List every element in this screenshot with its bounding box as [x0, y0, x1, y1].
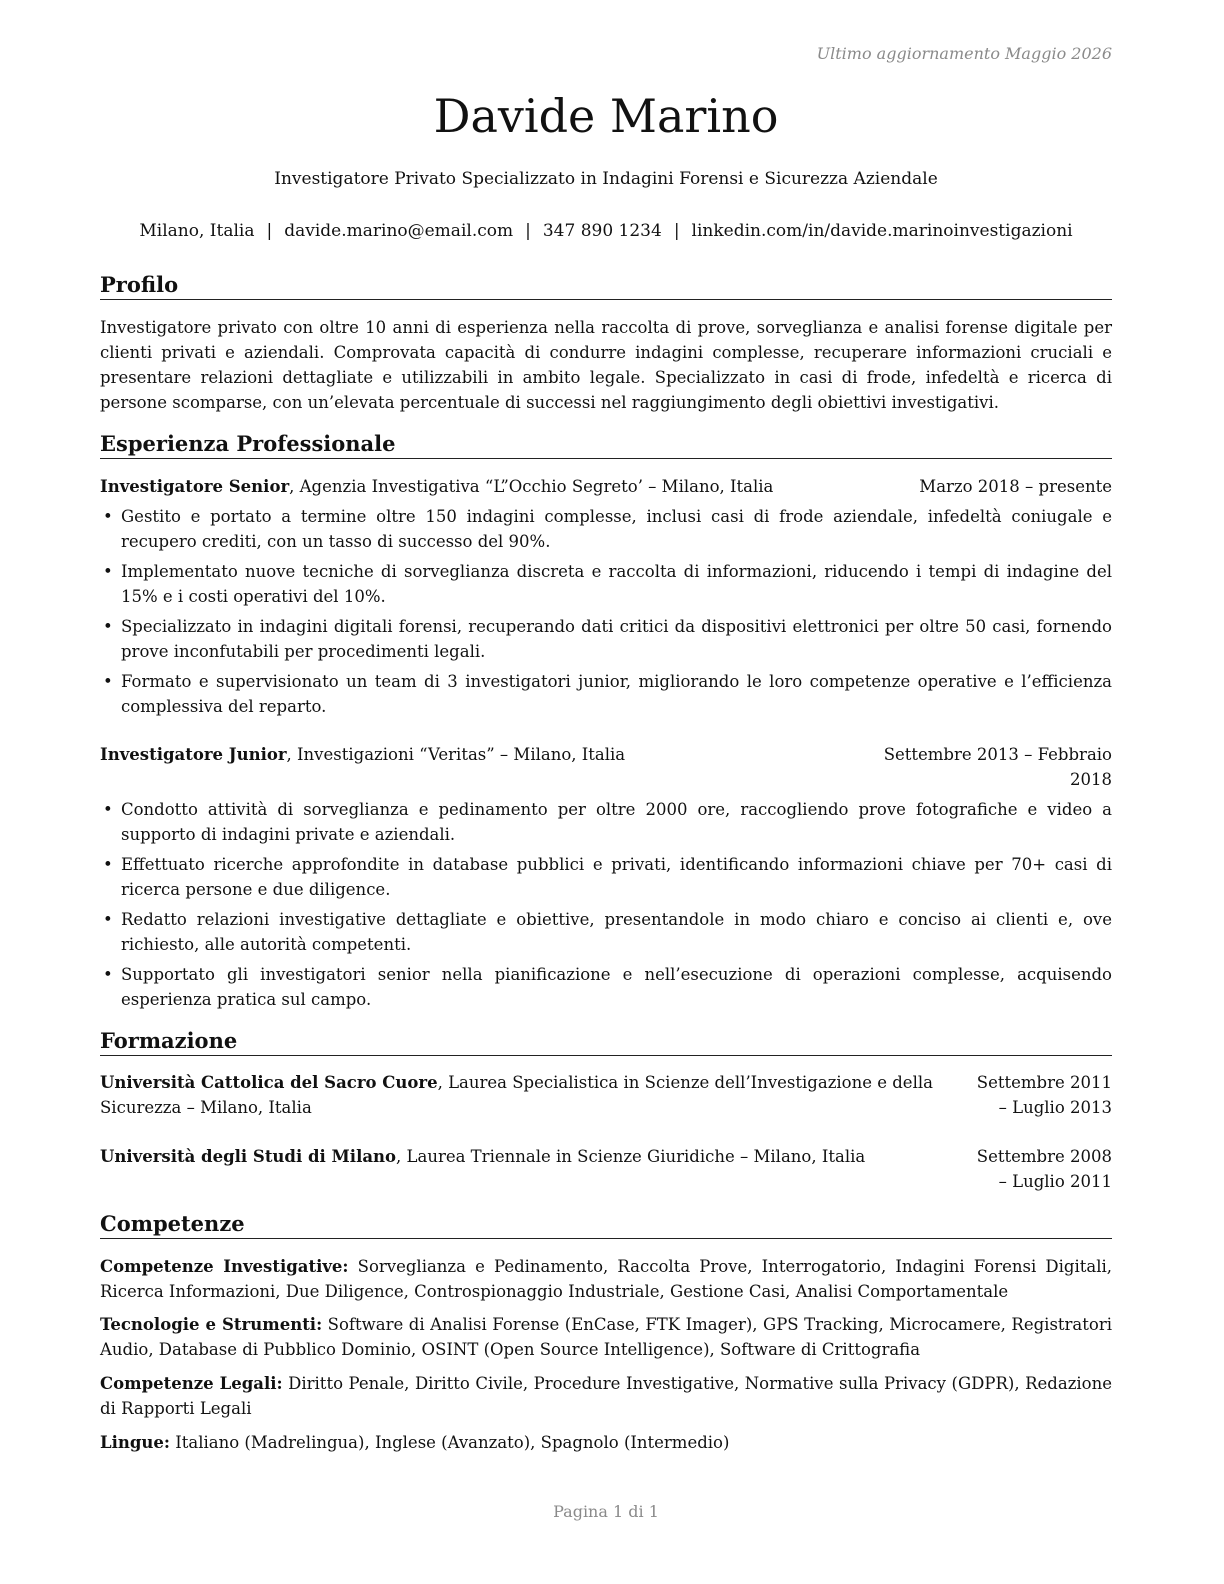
skill-label: Lingue: [100, 1433, 170, 1452]
job-bullets [100, 797, 1112, 1017]
skill-group [100, 1430, 1112, 1455]
contact-separator: | [266, 221, 273, 241]
list-item: • Condotto attività di sorveglianza e pedinamento per oltre 2000 ore, raccogliendo prove fotografiche e video a supporto di indagini private e aziendali. [100, 797, 1112, 847]
job-bullets [100, 504, 1112, 724]
skill-label: Tecnologie e Strumenti: [100, 1315, 323, 1334]
candidate-subtitle: Investigatore Privato Specializzato in Indagini Forensi e Sicurezza Aziendale [274, 169, 938, 189]
skill-group [100, 1254, 1112, 1304]
section-title-experience: Esperienza Professionale [100, 430, 1112, 459]
skill-label: Competenze Investigative: [100, 1257, 349, 1276]
last-updated: Ultimo aggiornamento Maggio 2026 [816, 44, 1112, 63]
contact-separator: | [525, 221, 531, 241]
section-title-skills: Competenze [100, 1210, 1112, 1239]
resume-page [100, 0, 1112, 1584]
contact-line [80, 219, 1132, 243]
education-degree: , Laurea Specialistica in Scienze dell’Investigazione e della Sicurezza – Milano, Italia [100, 1073, 933, 1117]
job-header [100, 474, 1112, 499]
education-degree: , Laurea Triennale in Scienze Giuridiche – Milano, Italia [396, 1147, 866, 1166]
list-item: • Supportato gli investigatori senior nella pianificazione e nell’esecuzione di operazioni complesse, acquisendo esperienza pratica sul campo. [100, 962, 1112, 1012]
job-company: , Agenzia Investigativa “L”Occhio Segreto’ – Milano, Italia [289, 477, 774, 496]
education-dates: Settembre 2008 – Luglio 2011 [976, 1147, 1112, 1191]
contact-phone: 347 890 1234 [542, 221, 662, 241]
skill-text: Software di Analisi Forense (EnCase, FTK Imager), GPS Tracking, Microcamere, Registratori Audio, Database di Pubblico Dominio, OSINT (Open Source Intelligence), Software di Crittografia [100, 1315, 1112, 1359]
candidate-name: Davide Marino [433, 89, 779, 143]
list-item: • Implementato nuove tecniche di sorveglianza discreta e raccolta di informazioni, riducendo i tempi di indagine del 15% e i costi operativi del 10%. [100, 559, 1112, 609]
contact-separator: | [673, 221, 680, 241]
education-school: Università Cattolica del Sacro Cuore [100, 1073, 438, 1092]
list-item: • Redatto relazioni investigative dettagliate e obiettive, presentandole in modo chiaro e conciso ai clienti e, ove richiesto, alle autorità competenti. [100, 907, 1112, 957]
education-dates: Settembre 2011 – Luglio 2013 [976, 1073, 1112, 1117]
list-item: • Formato e supervisionato un team di 3 investigatori junior, migliorando le loro competenze operative e l’efficienza complessiva del reparto. [100, 669, 1112, 719]
skill-label: Competenze Legali: [100, 1374, 283, 1393]
contact-linkedin[interactable]: linkedin.com/in/davide.marinoinvestigazioni [691, 221, 1073, 241]
education-item [100, 1144, 1112, 1191]
job-header [100, 742, 1112, 789]
skill-group [100, 1312, 1112, 1362]
profile-text: Investigatore privato con oltre 10 anni di esperienza nella raccolta di prove, sorveglianza e analisi forense digitale per clienti privati e aziendali. Comprovata capacità di condurre indagini complesse, recuperare informazioni cruciali e presentare relazioni dettagliate e utilizzabili in ambito legale. Specializzato in casi di frode, infedeltà e ricerca di persone scomparse, con un’elevata percentuale di successi nel raggiungimento degli obiettivi investigativi. [100, 318, 1112, 412]
job-role: Investigatore Junior [100, 745, 287, 764]
skill-group [100, 1371, 1112, 1421]
list-item: • Gestito e portato a termine oltre 150 indagini complesse, inclusi casi di frode aziendale, infedeltà coniugale e recupero crediti, con un tasso di successo del 90%. [100, 504, 1112, 554]
education-item [100, 1070, 1112, 1120]
job-company: , Investigazioni “Veritas” – Milano, Italia [286, 745, 626, 764]
page-number: Pagina 1 di 1 [553, 1502, 659, 1521]
contact-location: Milano, Italia [139, 221, 255, 241]
job-dates: Marzo 2018 – presente [919, 477, 1112, 496]
skill-text: Sorveglianza e Pedinamento, Raccolta Prove, Interrogatorio, Indagini Forensi Digitali, Ricerca Informazioni, Due Diligence, Controspionaggio Industriale, Gestione Casi, Analisi Comportamentale [100, 1257, 1112, 1301]
list-item: • Effettuato ricerche approfondite in database pubblici e privati, identificando informazioni chiave per 70+ casi di ricerca persone e due diligence. [100, 852, 1112, 902]
section-title-education: Formazione [100, 1027, 1112, 1056]
job-role: Investigatore Senior [100, 477, 290, 496]
education-school: Università degli Studi di Milano [100, 1147, 397, 1166]
contact-email[interactable]: davide.marino@email.com [284, 221, 514, 241]
skill-text: Diritto Penale, Diritto Civile, Procedure Investigative, Normative sulla Privacy (GDPR), Redazione di Rapporti Legali [100, 1374, 1112, 1418]
job-dates: Settembre 2013 – Febbraio 2018 [883, 745, 1112, 789]
skill-text: Italiano (Madrelingua), Inglese (Avanzato), Spagnolo (Intermedio) [170, 1433, 730, 1452]
list-item: • Specializzato in indagini digitali forensi, recuperando dati critici da dispositivi elettronici per oltre 50 casi, fornendo prove inconfutabili per procedimenti legali. [100, 614, 1112, 664]
section-title-profile: Profilo [100, 271, 1112, 300]
